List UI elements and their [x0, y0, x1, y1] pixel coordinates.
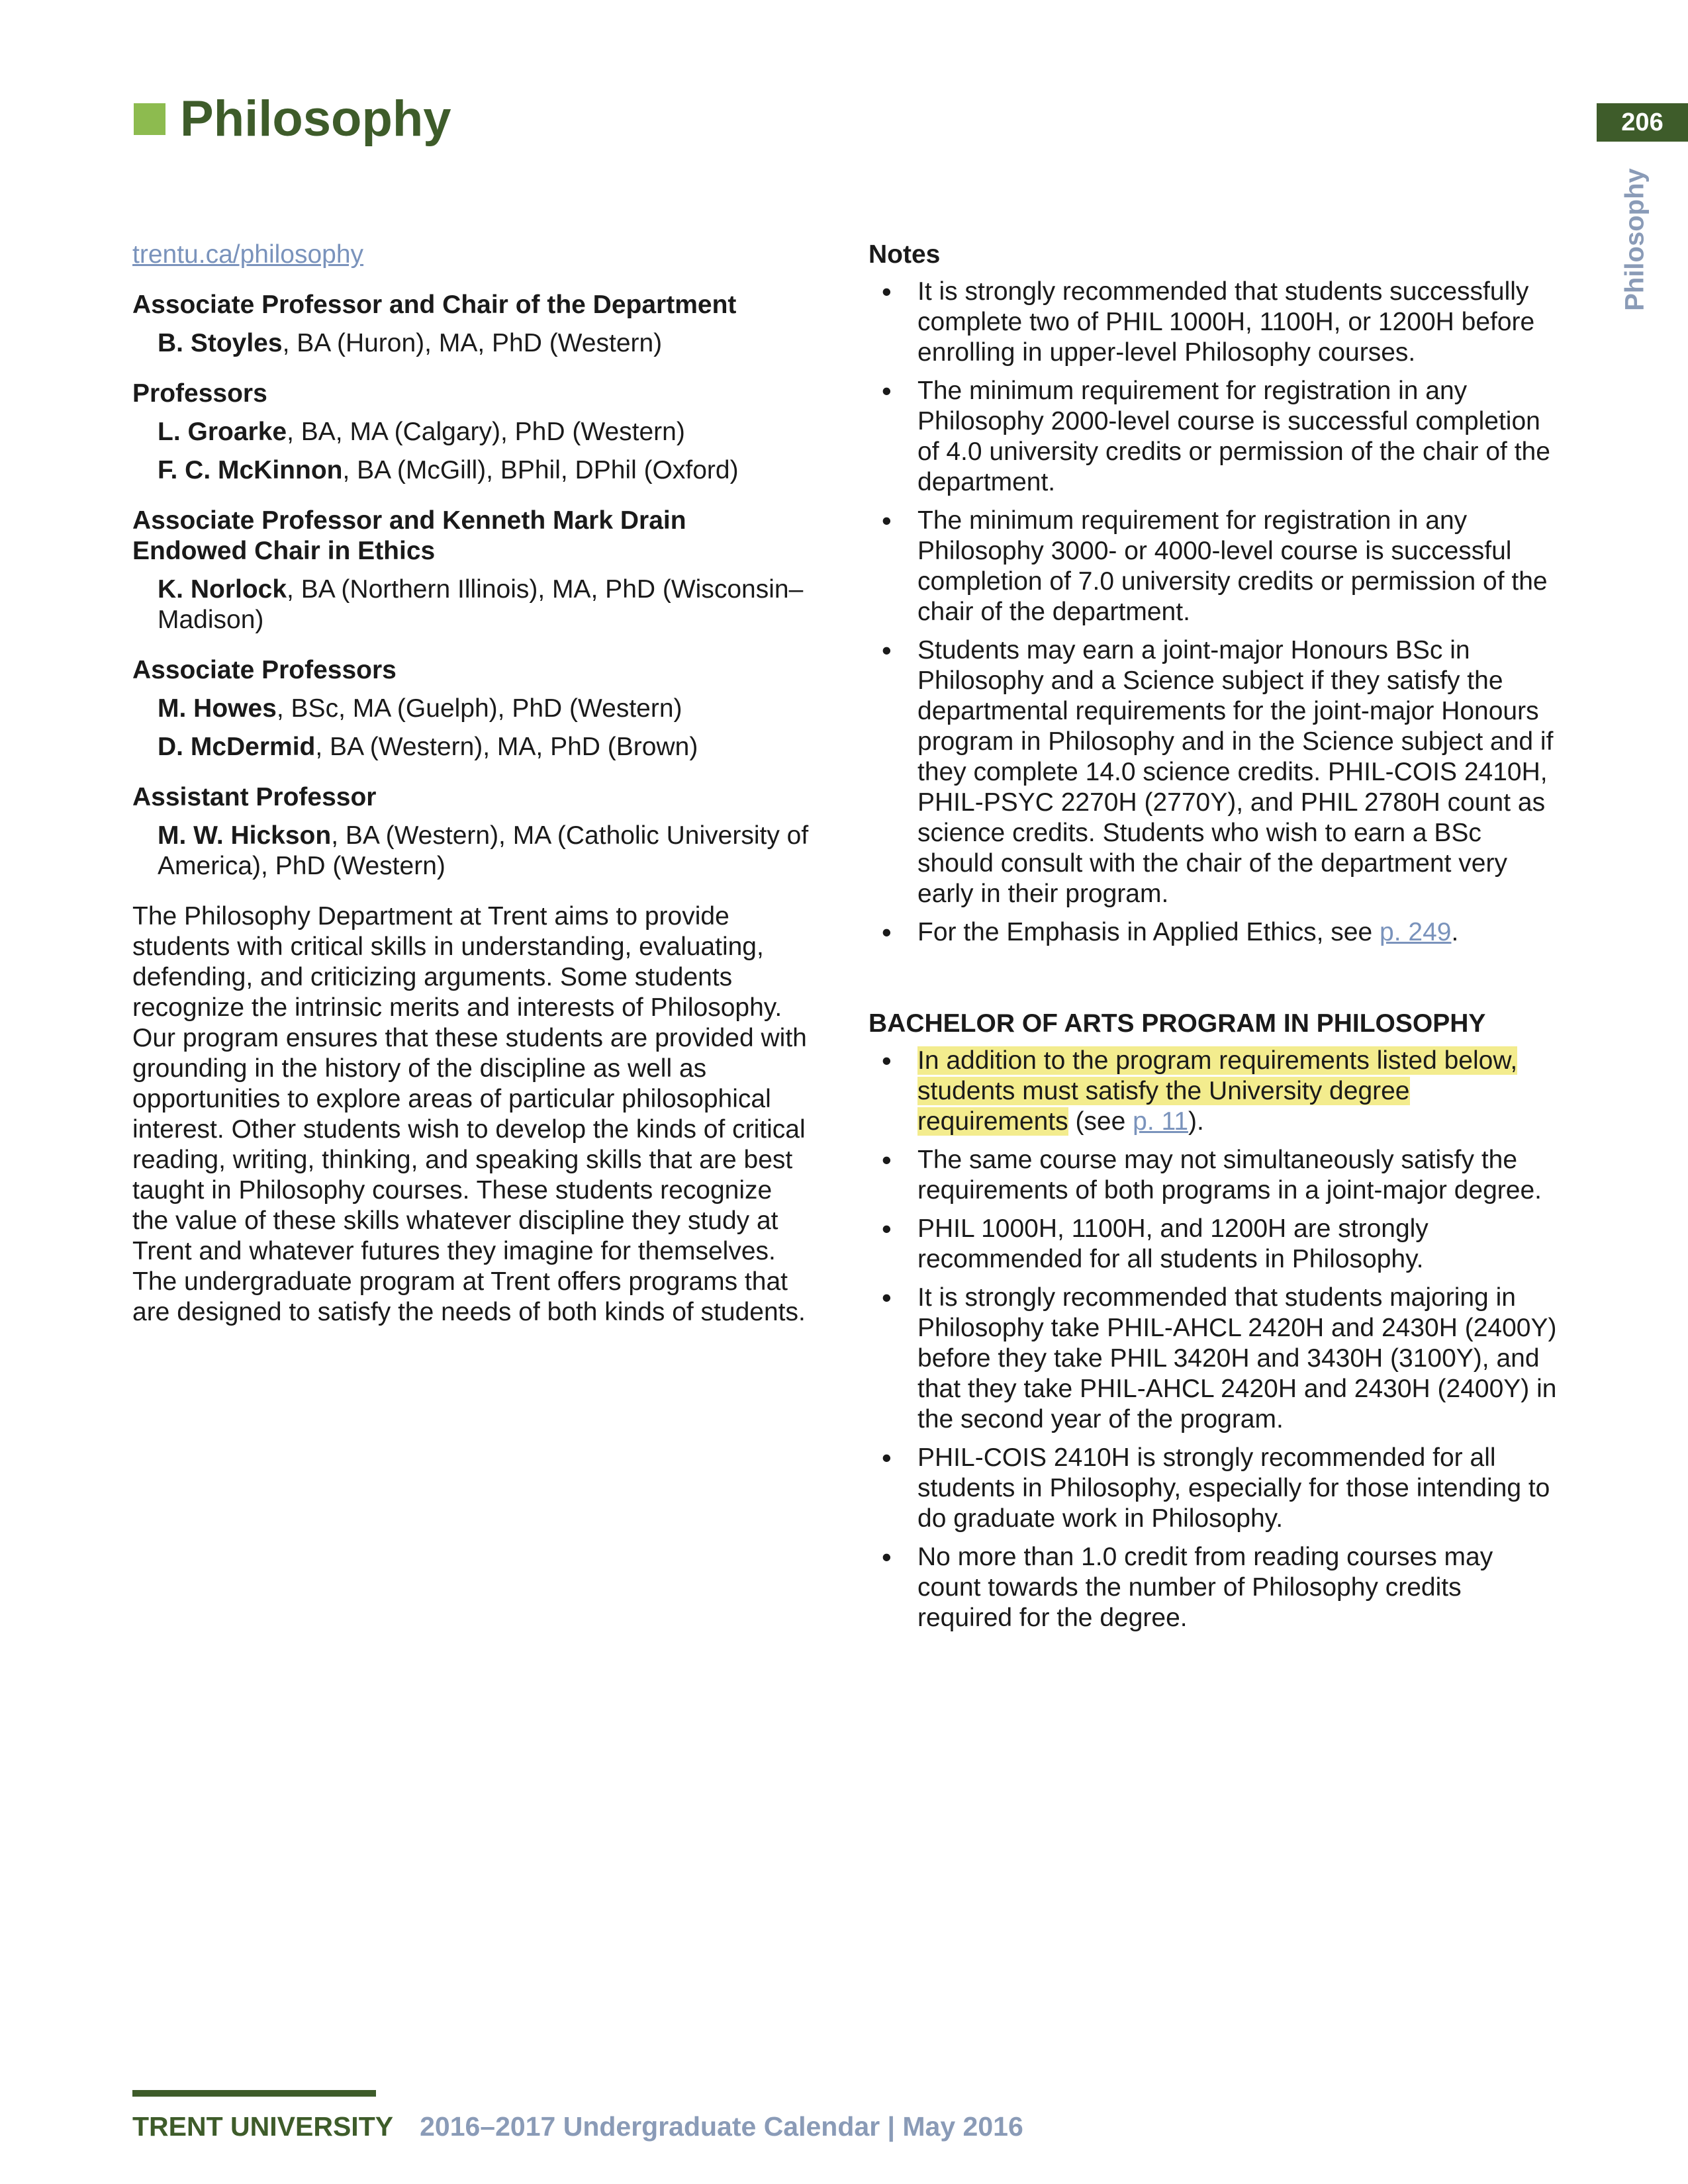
- note-suffix: .: [1451, 918, 1459, 946]
- program-item: • PHIL 1000H, 1100H, and 1200H are strongly recommended for all students in Philosophy.: [868, 1214, 1557, 1275]
- note-item: • Students may earn a joint-major Honours BSc in Philosophy and a Science subject if they satisfy the departmental requirements for the joint-major Honours program in Philosophy and in the Science subject and if they complete 14.0 science credits. PHIL-COIS 2410H, PHIL-PSYC 2270H (2770Y), and PHIL 2780H count as science credits. Students who wish to earn a BSc should consult with the chair of the department very early in their program.: [868, 635, 1557, 909]
- note-item: [868, 917, 1557, 948]
- left-column: [132, 240, 814, 1328]
- faculty-member: [158, 694, 814, 724]
- note-item: • The minimum requirement for registration in any Philosophy 3000- or 4000-level course is successful completion of 7.0 university credits or permission of the chair of the department.: [868, 506, 1557, 627]
- page-link-11[interactable]: p. 11: [1133, 1107, 1189, 1136]
- footer-calendar: 2016–2017 Undergraduate Calendar | May 2016: [420, 2111, 1023, 2142]
- notes-list: [868, 277, 1557, 948]
- chair-role: Associate Professor and Chair of the Department: [132, 291, 737, 319]
- program-item-text: (see: [1068, 1107, 1133, 1136]
- note-item: • It is strongly recommended that students successfully complete two of PHIL 1000H, 1100H, or 1200H before enrolling in upper-level Philosophy courses.: [868, 277, 1557, 368]
- faculty-name: D. McDermid: [158, 733, 316, 761]
- faculty-member: [158, 821, 814, 882]
- drain-chair-group: [132, 506, 814, 635]
- assistant-professor-group: [132, 782, 814, 882]
- faculty-name: B. Stoyles: [158, 329, 283, 357]
- faculty-name: M. W. Hickson: [158, 821, 332, 850]
- professors-role: Professors: [132, 379, 267, 408]
- side-label-text: Philosophy: [1620, 168, 1650, 311]
- faculty-credentials: , BA (Huron), MA, PhD (Western): [282, 329, 663, 357]
- website-link[interactable]: trentu.ca/philosophy: [132, 240, 364, 269]
- side-section-label: [1602, 154, 1668, 326]
- title-square-icon: [134, 103, 165, 135]
- page-link-249[interactable]: p. 249: [1380, 918, 1452, 946]
- faculty-member: [158, 574, 814, 635]
- notes-heading: Notes: [868, 240, 941, 269]
- faculty-name: K. Norlock: [158, 575, 287, 604]
- drain-chair-role: Associate Professor and Kenneth Mark Drain Endowed Chair in Ethics: [132, 506, 686, 565]
- footer-university: TRENT UNIVERSITY: [132, 2111, 394, 2142]
- program-requirements-list: [868, 1046, 1557, 1633]
- professors-group: [132, 379, 814, 486]
- program-item: • It is strongly recommended that students majoring in Philosophy take PHIL-AHCL 2420H and 2430H (2400Y) before they take PHIL 3420H and 3430H (3100Y), and that they take PHIL-AHCL 2420H and 2430H (2400Y) in the second year of the program.: [868, 1283, 1557, 1435]
- program-item: • No more than 1.0 credit from reading courses may count towards the number of Philosophy credits required for the degree.: [868, 1542, 1557, 1633]
- assistant-professor-role: Assistant Professor: [132, 783, 377, 811]
- faculty-credentials: , BSc, MA (Guelph), PhD (Western): [276, 694, 682, 723]
- faculty-credentials: , BA (Northern Illinois), MA, PhD (Wisconsin–Madison): [158, 575, 804, 634]
- faculty-member: [158, 455, 814, 486]
- faculty-credentials: , BA (McGill), BPhil, DPhil (Oxford): [342, 456, 739, 484]
- program-item-suffix: ).: [1188, 1107, 1204, 1136]
- faculty-name: L. Groarke: [158, 418, 287, 446]
- associate-professors-role: Associate Professors: [132, 656, 397, 684]
- associate-professors-group: [132, 655, 814, 762]
- faculty-credentials: , BA, MA (Calgary), PhD (Western): [287, 418, 685, 446]
- faculty-credentials: , BA (Western), MA (Catholic University of America), PhD (Western): [158, 821, 809, 880]
- faculty-member: [158, 328, 814, 359]
- note-item: • The minimum requirement for registration in any Philosophy 2000-level course is successful completion of 4.0 university credits or permission of the chair of the department.: [868, 376, 1557, 498]
- footer: [132, 2111, 1023, 2142]
- faculty-name: F. C. McKinnon: [158, 456, 343, 484]
- highlighted-text: In addition to the program requirements listed below, students must satisfy the University degree requirements: [917, 1046, 1518, 1136]
- page-number-badge: 206: [1597, 103, 1688, 142]
- faculty-member: [158, 732, 814, 762]
- faculty-member: [158, 417, 814, 447]
- program-heading: BACHELOR OF ARTS PROGRAM IN PHILOSOPHY: [868, 1009, 1486, 1038]
- department-description: The Philosophy Department at Trent aims to provide students with critical skills in understanding, evaluating, defending, and criticizing arguments. Some students recognize the intrinsic merits and interests of Philosophy. Our program ensures that these students are provided with grounding in the history of the discipline as well as opportunities to explore areas of particular philosophical interest. Other students wish to develop the kinds of critical reading, writing, thinking, and speaking skills that are best taught in Philosophy courses. These students recognize the value of these skills whatever discipline they study at Trent and whatever futures they imagine for themselves. The undergraduate program at Trent offers programs that are designed to satisfy the needs of both kinds of students.: [132, 902, 807, 1326]
- program-item: • The same course may not simultaneously satisfy the requirements of both programs in a joint-major degree.: [868, 1145, 1557, 1206]
- chair-group: [132, 290, 814, 359]
- faculty-credentials: , BA (Western), MA, PhD (Brown): [315, 733, 698, 761]
- program-item: [868, 1046, 1557, 1137]
- page-title: Philosophy: [180, 91, 451, 147]
- footer-rule: [132, 2090, 376, 2097]
- faculty-name: M. Howes: [158, 694, 277, 723]
- right-column: [868, 240, 1557, 1641]
- program-item: • PHIL-COIS 2410H is strongly recommended for all students in Philosophy, especially for those intending to do graduate work in Philosophy.: [868, 1443, 1557, 1534]
- note-text: For the Emphasis in Applied Ethics, see: [917, 918, 1380, 946]
